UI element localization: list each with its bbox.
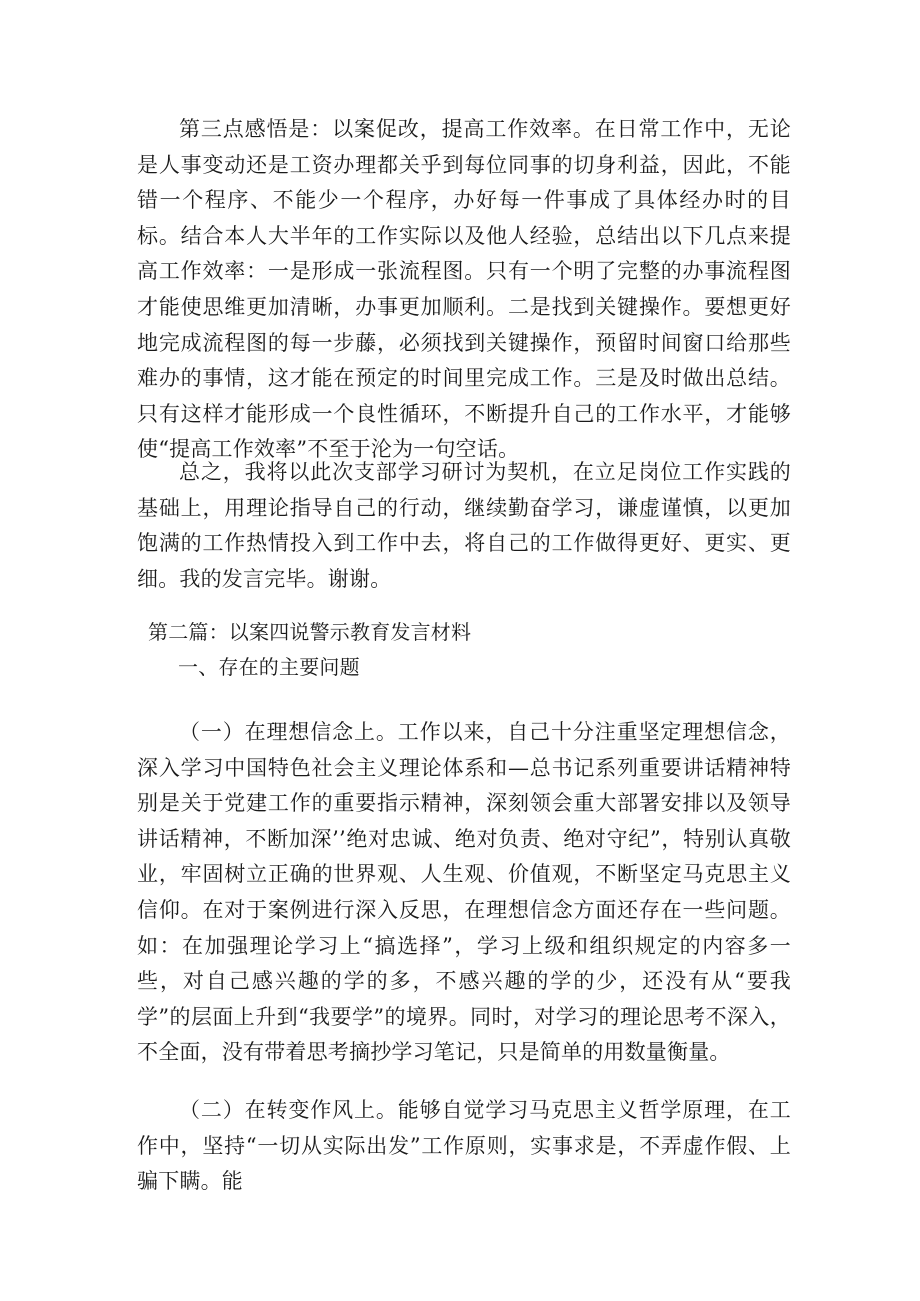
paragraph-conclusion: 总之，我将以此次支部学习研讨为契机，在立足岗位工作实践的基础上，用理论指导自己的行动，继续勤奋学习，谦虚谨慎，以更加饱满的工作热情投入到工作中去，将自己的工作做得更好、更实、更细。我的发言完毕。谢谢。 bbox=[137, 460, 791, 591]
paragraph-ideals-beliefs: （一）在理想信念上。工作以来，自己十分注重坚定理想信念，深入学习中国特色社会主义理论体系和—总书记系列重要讲话精神特别是关于党建工作的重要指示精神，深刻领会重大部署安排以及领导讲话精神，不断加深’’绝对忠诚、绝对负责、绝对守纪”，特别认真敬业，牢固树立正确的世界观、人生观、价值观，不断坚定马克思主义信仰。在对于案例进行深入反思，在理想信念方面还存在一些问题。如：在加强理论学习上“搞选择”，学习上级和组织规定的内容多一些，对自己感兴趣的学的多，不感兴趣的学的少，还没有从“要我学”的层面上升到“我要学”的境界。同时，对学习的理论思考不深入，不全面，没有带着思考摘抄学习笔记，只是简单的用数量衡量。 bbox=[137, 720, 791, 1065]
paragraph-work-style: （二）在转变作风上。能够自觉学习马克思主义哲学原理，在工作中，坚持“一切从实际出发”工作原则，实事求是，不弄虚作假、上骗下瞒。能 bbox=[137, 1098, 791, 1194]
paragraph-efficiency: 第三点感悟是：以案促改，提高工作效率。在日常工作中，无论是人事变动还是工资办理都关乎到每位同事的切身利益，因此，不能错一个程序、不能少一个程序，办好每一件事成了具体经办时的目标。结合本人大半年的工作实际以及他人经验，总结出以下几点来提高工作效率：一是形成一张流程图。只有一个明了完整的办事流程图才能使思维更加清晰，办事更加顺利。二是找到关键操作。要想更好地完成流程图的每一步藤，必须找到关键操作，预留时间窗口给那些难办的事情，这才能在预定的时间里完成工作。三是及时做出总结。只有这样才能形成一个良性循环，不断提升自己的工作水平，才能够使“提高工作效率”不至于沦为一句空话。 bbox=[137, 117, 791, 462]
section-title: 第二篇：以案四说警示教育发言材料 bbox=[148, 620, 472, 644]
subsection-title: 一、存在的主要问题 bbox=[178, 655, 360, 679]
